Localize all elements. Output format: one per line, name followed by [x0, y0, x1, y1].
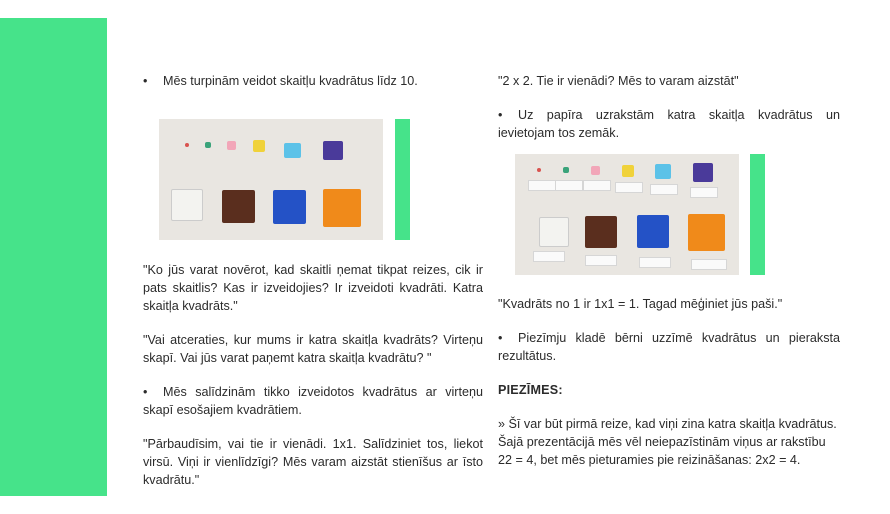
bead-square-7 [171, 189, 203, 221]
bead-square-5 [284, 143, 301, 158]
left-column [143, 72, 483, 90]
right-quote-1: "2 x 2. Tie ir vienādi? Mēs to varam aizstāt" [498, 74, 739, 88]
bead-square-10 [323, 189, 361, 227]
label-card [650, 184, 678, 195]
notes-text: » Šī var būt pirmā reize, kad viņi zina katra skaitļa kvadrātus. Šajā prezentācijā mēs vēl neiepazīstinām viņus ar rakstību 22 = 4, bet mēs pieturamies pie reizināšanas: 2x2 = 4. [498, 417, 837, 467]
right-photo-accent-bar [750, 154, 765, 275]
bead-square-4 [622, 165, 634, 177]
bullet-icon: • [143, 385, 148, 399]
label-card [555, 180, 583, 191]
label-card [585, 255, 617, 266]
bead-square-7 [539, 217, 569, 247]
bead-square-1 [537, 168, 541, 172]
left-bullet-2 [143, 383, 483, 419]
right-bullet-1-text: Uz papīra uzrakstām katra skaitļa kvadrātus un ievietojam tos zemāk. [498, 108, 840, 140]
bead-square-6 [323, 141, 343, 160]
bullet-icon: • [498, 108, 503, 122]
left-accent-strip [0, 18, 107, 496]
left-bullet-1 [143, 72, 483, 90]
left-quote-3: "Pārbaudīsim, vai tie ir vienādi. 1x1. Salīdziniet tos, liekot virsū. Viņi ir vienlīdzīgi? Mēs varam aizstāt stienīšus ar īsto kvadrātu." [143, 437, 483, 487]
bead-square-10 [688, 214, 725, 251]
bead-squares-photo [159, 119, 383, 240]
right-bullet-1 [498, 106, 840, 142]
right-column-bottom [498, 295, 840, 469]
label-card [528, 180, 556, 191]
bead-square-4 [253, 140, 265, 152]
bead-square-3 [227, 141, 236, 150]
bullet-icon: • [498, 331, 503, 345]
left-photo-accent-bar [395, 119, 410, 240]
notes-heading: PIEZĪMES: [498, 383, 563, 397]
label-card [690, 187, 718, 198]
bead-square-9 [273, 190, 306, 224]
right-quote-2: "Kvadrāts no 1 ir 1x1 = 1. Tagad mēģiniet jūs paši." [498, 297, 783, 311]
bead-square-2 [205, 142, 211, 148]
bead-square-1 [185, 143, 189, 147]
right-bullet-2 [498, 329, 840, 365]
bead-squares-with-cards-photo [515, 154, 739, 275]
left-bullet-1-text: Mēs turpinām veidot skaitļu kvadrātus līdz 10. [163, 74, 418, 88]
label-card [583, 180, 611, 191]
bead-square-5 [655, 164, 671, 179]
bead-square-8 [585, 216, 617, 248]
bead-square-8 [222, 190, 255, 223]
bead-square-2 [563, 167, 569, 173]
left-quote-1: "Ko jūs varat novērot, kad skaitli ņemat tikpat reizes, cik ir pats skaitlis? Kas ir izveidojies? Ir izveidoti kvadrāti. Katra skaitļa kvadrāts." [143, 263, 483, 313]
left-bullet-2-text: Mēs salīdzinām tikko izveidotos kvadrātus ar virteņu skapī esošajiem kvadrātiem. [143, 385, 483, 417]
bullet-icon: • [143, 74, 148, 88]
bead-square-9 [637, 215, 669, 248]
right-column-top [498, 72, 840, 142]
bead-square-3 [591, 166, 600, 175]
label-card [691, 259, 727, 270]
left-column-text [143, 261, 483, 489]
label-card [639, 257, 671, 268]
label-card [533, 251, 565, 262]
right-bullet-2-text: Piezīmju kladē bērni uzzīmē kvadrātus un pieraksta rezultātus. [498, 331, 840, 363]
label-card [615, 182, 643, 193]
left-quote-2: "Vai atceraties, kur mums ir katra skaitļa kvadrāts? Virteņu skapī. Vai jūs varat paņemt katra skaitļa kvadrātu? " [143, 333, 483, 365]
bead-square-6 [693, 163, 713, 182]
